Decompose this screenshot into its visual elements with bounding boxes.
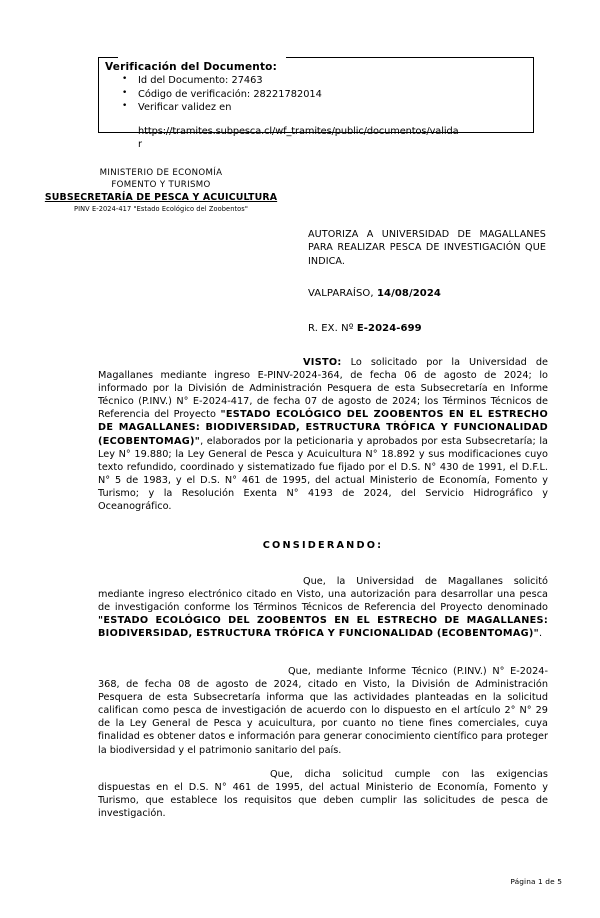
verification-url-wrap[interactable]: r (138, 139, 143, 150)
considerando-3-text: Que, dicha solicitud cumple con las exigencias dispuestas en el D.S. N° 461 de 1995, del actual Ministerio de Economía, Fomento y Turismo, que establece los requisitos que deben cumplir las solicitudes de pesca de investigación. (98, 769, 548, 820)
list-item: • Código de verificación: 28221782014 (122, 88, 535, 102)
date-value: 14/08/2024 (376, 288, 441, 299)
considerando-paragraph-2 (98, 665, 548, 757)
list-item: • Verificar validez en (122, 101, 535, 115)
list-item: • Id del Documento: 27463 (122, 74, 535, 88)
visto-paragraph (98, 356, 548, 513)
considerando-2-text: Que, mediante Informe Técnico (P.INV.) N° E-2024-368, de fecha 08 de agosto de 2024, citado en Visto, la División de Administración Pesquera de esta Subsecretaría informa que las actividades planteadas en la solicitud califican como pesca de investigación de acuerdo con lo dispuesto en el artículo 2° N° 29 de la Ley General de Pesca y acuicultura, por cuanto no tiene fines comerciales, cuya finalidad es obtener datos e información para generar conocimiento científico para proteger la biodiversidad y el patrimonio sanitario del país. (98, 666, 548, 756)
subsecretaria-title: SUBSECRETARÍA DE PESCA Y ACUICULTURA (44, 192, 278, 204)
verification-list (105, 74, 535, 115)
resolution-value: E-2024-699 (356, 323, 422, 334)
considerando-heading: CONSIDERANDO: (262, 540, 384, 551)
page-footer: Página 1 de 5 (510, 877, 562, 886)
place-label: VALPARAÍSO, (308, 288, 377, 299)
project-code-line: PINV E-2024-417 "Estado Ecológico del Zoobentos" (74, 205, 248, 214)
resolution-number (308, 323, 422, 334)
considerando-1-text-2: . (538, 628, 543, 640)
verification-url[interactable]: https://tramites.subpesca.cl/wf_tramites/public/documentos/valida (138, 126, 459, 137)
letterhead (30, 168, 292, 214)
visto-text-1: Lo solicitado por la Universidad de Magallanes mediante ingreso E-PINV-2024-364, de fecha 06 de agosto de 2024; lo informado por la División de Administración Pesquera de esta Subsecretaría en Informe Técnico (P.INV.) N° E-2024-417, de fecha 07 de agosto de 2024; los Términos Técnicos de Referencia del Proyecto (98, 357, 548, 421)
verification-title: Verificación del Documento: (105, 61, 277, 73)
ministry-line-1: MINISTERIO DE ECONOMÍA (99, 168, 223, 178)
considerando-paragraph-3 (98, 768, 548, 820)
resolution-label: R. EX. Nº (308, 323, 357, 334)
place-and-date (308, 288, 441, 299)
ministry-line-2: FOMENTO Y TURISMO (111, 179, 211, 190)
verification-content (105, 60, 535, 115)
considerando-paragraph-1 (98, 575, 548, 640)
visto-project-title: "ESTADO ECOLÓGICO DEL ZOOBENTOS EN EL ESTRECHO DE MAGALLANES: BIODIVERSIDAD, ESTRUCTURA TRÓFICA Y FUNCIONALIDAD (ECOBENTOMAG)" (98, 409, 548, 447)
verification-box-top-gap (118, 55, 286, 59)
visto-text-2: , elaborados por la peticionaria y aprobados por esta Subsecretaría; la Ley N° 19.880; la Ley General de Pesca y Acuicultura N° 18.892 y sus modificaciones cuyo texto refundido, coordinado y sistematizado fue fijado por el D.S. N° 430 de 1991, el D.F.L. N° 5 de 1983, y el D.S. N° 461 de 1995, del actual Ministerio de Economía, Fomento y Turismo; y la Resolución Exenta N° 4193 de 2024, del Servicio Hidrográfico y Oceanográfico. (98, 435, 548, 513)
considerando-1-project-title: "ESTADO ECOLÓGICO DEL ZOOBENTOS EN EL ESTRECHO DE MAGALLANES: BIODIVERSIDAD, ESTRUCTURA TRÓFICA Y FUNCIONALIDAD (ECOBENTOMAG)" (98, 615, 548, 640)
considerando-1-text-1: Que, la Universidad de Magallanes solicitó mediante ingreso electrónico citado en Visto, una autorización para desarrollar una pesca de investigación conforme los Términos Técnicos de Referencia del Proyecto denominado (98, 576, 548, 614)
visto-heading: VISTO: (303, 357, 342, 368)
document-subject: AUTORIZA A UNIVERSIDAD DE MAGALLANES PARA REALIZAR PESCA DE INVESTIGACIÓN QUE INDICA. (308, 229, 546, 267)
